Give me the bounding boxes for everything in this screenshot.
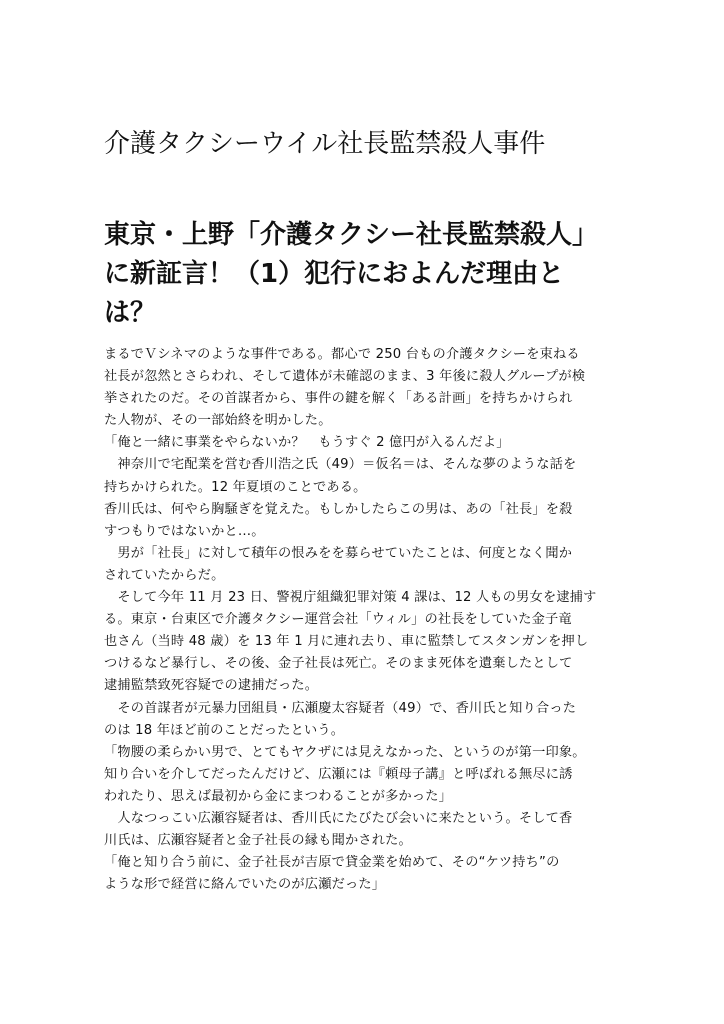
text-line: 人なつっこい広瀬容疑者は、香川氏にたびたび会いに来たという。そして香	[104, 810, 573, 826]
paragraph	[104, 454, 644, 498]
text-line: 挙されたのだ。その首謀者から、事件の鍵を解く「ある計画」を持ちかけられ	[104, 391, 573, 407]
document-title: 介護タクシーウイル社長監禁殺人事件	[104, 129, 546, 159]
paragraph	[104, 698, 644, 742]
text-line: ような形で経営に絡んでいたのが広瀬だった」	[104, 877, 386, 893]
article-body	[104, 344, 644, 896]
text-line: 也さん（当時 48 歳）を 13 年 1 月に連れ去り、車に監禁してスタンガンを押し	[104, 634, 589, 650]
text-line: 社長が忽然とさらわれ、そして遺体が未確認のまま、3 年後に殺人グループが検	[104, 369, 586, 385]
text-line: 持ちかけられた。12 年夏頃のことである。	[104, 479, 367, 495]
text-line: まるでＶシネマのような事件である。都心で 250 台もの介護タクシーを束ねる	[104, 347, 580, 362]
text-line: 「俺と知り合う前に、金子社長が吉原で貸金業を始めて、その“ケツ持ち”の	[104, 855, 560, 871]
text-line: 神奈川で宅配業を営む香川浩之氏（49）＝仮名＝は、そんな夢のような話を	[104, 457, 577, 473]
text-line: その首謀者が元暴力団組員・広瀬慶太容疑者（49）で、香川氏と知り合った	[104, 700, 577, 716]
text-line: た人物が、その一部始終を明かした。	[104, 413, 332, 429]
paragraph	[104, 344, 644, 432]
paragraph	[104, 587, 644, 697]
text-line: 「物腰の柔らかい男で、とてもヤクザには見えなかった、というのが第一印象。	[104, 744, 586, 760]
text-line: る。東京・台東区で介護タクシー運営会社「ウィル」の社長をしていた金子竜	[104, 612, 572, 628]
text-line: われたり、思えば最初から金にまつわることが多かった」	[104, 788, 453, 804]
headline-line: は？	[104, 298, 157, 328]
text-line: 香川氏は、何やら胸騒ぎを覚えた。もしかしたらこの男は、あの「社長」を殺	[104, 501, 573, 517]
text-line: 「俺と一緒に事業をやらないか？ もうすぐ 2 億円が入るんだよ」	[104, 435, 510, 451]
paragraph	[104, 432, 644, 454]
text-line: つけるなど暴行し、その後、金子社長は死亡。そのまま死体を遺棄したとして	[104, 656, 573, 672]
text-line: 逮捕監禁致死容疑での逮捕だった。	[104, 678, 319, 694]
text-line: のは 18 年ほど前のことだったという。	[104, 722, 345, 738]
text-line: すつもりではないかと…。	[104, 523, 265, 539]
paragraph	[104, 742, 644, 808]
paragraph	[104, 499, 644, 543]
headline-line: に新証言！（1）犯行におよんだ理由と	[104, 259, 565, 289]
paragraph	[104, 852, 644, 896]
headline-line: 東京・上野「介護タクシー社長監禁殺人」	[104, 220, 599, 250]
paragraph	[104, 543, 644, 587]
text-line: 男が「社長」に対して積年の恨みをを募らせていたことは、何度となく聞か	[104, 545, 573, 561]
text-line: 川氏は、広瀬容疑者と金子社長の縁も聞かされた。	[104, 833, 412, 849]
text-line: されていたからだ。	[104, 567, 225, 583]
text-line: 知り合いを介してだったんだけど、広瀬には『頼母子講』と呼ばれる無尽に誘	[104, 766, 573, 782]
text-line: そして今年 11 月 23 日、警視庁組織犯罪対策 4 課は、12 人もの男女を逮捕す	[104, 590, 597, 606]
article-headline	[104, 216, 644, 333]
paragraph	[104, 808, 644, 852]
